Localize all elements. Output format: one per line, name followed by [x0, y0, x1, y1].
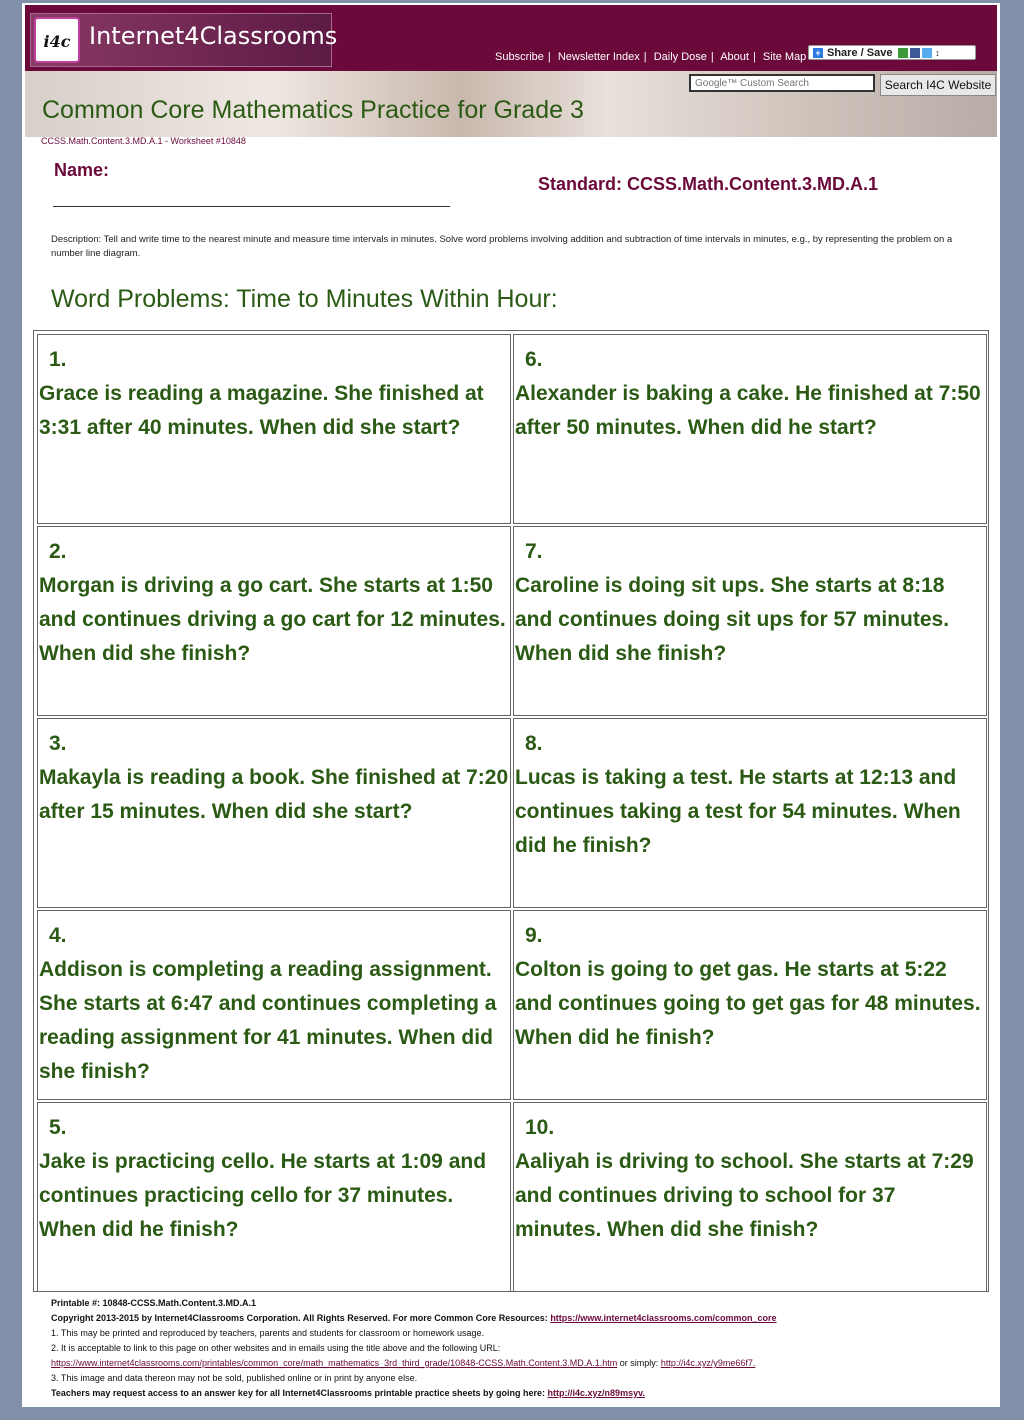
copyright-text: Copyright 2013-2015 by Internet4Classrooms Corporation. All Rights Reserved. For more Common Core Resources:	[51, 1313, 548, 1323]
breadcrumb: CCSS.Math.Content.3.MD.A.1 - Worksheet #10848	[41, 136, 246, 146]
problem-cell	[37, 1102, 511, 1292]
answer-key-link[interactable]: http://i4c.xyz/n89msyv.	[547, 1388, 645, 1398]
site-header	[25, 5, 997, 71]
problem-cell	[513, 718, 987, 908]
name-blank-line	[53, 206, 450, 207]
problem-text: Jake is practicing cello. He starts at 1:09 and continues practicing cello for 37 minutes. When did he finish?	[39, 1150, 487, 1241]
nav-separator: |	[752, 51, 756, 63]
nav-separator: |	[643, 51, 647, 63]
usage-line-3: 3. This image and data thereon may not be sold, published online or in print by anyone else.	[51, 1373, 418, 1383]
nav-daily-dose[interactable]: Daily Dose	[653, 51, 707, 63]
problem-text: Makayla is reading a book. She finished at 7:20 after 15 minutes. When did she start?	[39, 766, 509, 823]
problem-cell	[37, 910, 511, 1100]
problem-grid	[33, 330, 989, 1292]
problem-number: 10.	[525, 1116, 555, 1139]
description-text: Description: Tell and write time to the nearest minute and measure time intervals in minutes. Solve word problems involving addition and subtraction of time intervals in minutes, e.g., by representing the problem on a number line diagram.	[51, 234, 953, 259]
logo-badge-icon: i4c	[34, 17, 80, 63]
problem-number: 9.	[525, 924, 543, 947]
problem-text: Aaliyah is driving to school. She starts at 7:29 and continues driving to school for 37 minutes. When did she finish?	[515, 1150, 974, 1241]
usage-line-1: 1. This may be printed and reproduced by teachers, parents and students for classroom or homework usage.	[51, 1328, 485, 1338]
short-url-link[interactable]: http://i4c.xyz/y9me66f7.	[660, 1358, 756, 1368]
page-banner	[25, 71, 997, 137]
problem-cell	[513, 334, 987, 524]
section-title: Word Problems: Time to Minutes Within Hour:	[51, 285, 558, 313]
worksheet-page	[22, 3, 1000, 1407]
nav-subscribe[interactable]: Subscribe	[495, 51, 544, 63]
problem-text: Lucas is taking a test. He starts at 12:13 and continues taking a test for 54 minutes. When did he finish?	[515, 766, 961, 857]
problem-cell	[513, 526, 987, 716]
problem-cell	[37, 718, 511, 908]
problem-number: 7.	[525, 540, 543, 563]
nav-site-map[interactable]: Site Map	[762, 51, 807, 63]
problem-number: 4.	[49, 924, 67, 947]
page-title: Common Core Mathematics Practice for Grade 3	[42, 96, 584, 124]
nav-separator: |	[710, 51, 714, 63]
nav-newsletter-index[interactable]: Newsletter Index	[557, 51, 640, 63]
problem-text: Caroline is doing sit ups. She starts at 8:18 and continues doing sit ups for 57 minutes. When did she finish?	[515, 574, 950, 665]
problem-number: 6.	[525, 348, 543, 371]
problem-cell	[513, 1102, 987, 1292]
problem-cell	[513, 910, 987, 1100]
nav-separator: |	[547, 51, 551, 63]
problem-text: Grace is reading a magazine. She finished at 3:31 after 40 minutes. When did she start?	[39, 382, 484, 439]
chevron-updown-icon: ↕	[935, 48, 940, 59]
logo-text: Internet4Classrooms	[89, 22, 338, 50]
custom-search-input[interactable]	[689, 74, 875, 92]
problem-number: 3.	[49, 732, 67, 755]
printable-number: Printable #: 10848-CCSS.Math.Content.3.MD.A.1	[51, 1298, 257, 1308]
name-label: Name:	[54, 160, 110, 180]
problem-number: 8.	[525, 732, 543, 755]
common-core-link[interactable]: https://www.internet4classrooms.com/common_core	[550, 1313, 777, 1323]
facebook-icon	[910, 48, 920, 58]
nav-about[interactable]: About	[720, 51, 749, 63]
standard-label: Standard: CCSS.Math.Content.3.MD.A.1	[538, 174, 879, 194]
share-save-button[interactable]	[808, 45, 976, 60]
share-label: Share / Save	[827, 47, 893, 59]
usage-line-2: 2. It is acceptable to link to this page on other websites and in emails using the title above and the following URL:	[51, 1343, 501, 1353]
site-logo[interactable]	[30, 13, 338, 67]
problem-text: Morgan is driving a go cart. She starts at 1:50 and continues driving a go cart for 12 minutes. When did she finish?	[39, 574, 506, 665]
twitter-icon	[922, 48, 932, 58]
problem-number: 1.	[49, 348, 67, 371]
problem-cell	[37, 526, 511, 716]
plus-icon: +	[813, 48, 823, 58]
problem-number: 5.	[49, 1116, 67, 1139]
share-icon	[898, 48, 908, 58]
or-simply-text: or simply:	[619, 1358, 659, 1368]
problem-cell	[37, 334, 511, 524]
problem-text: Alexander is baking a cake. He finished at 7:50 after 50 minutes. When did he start?	[515, 382, 981, 439]
problem-text: Addison is completing a reading assignment. She starts at 6:47 and continues completing a reading assignment for 41 minutes. When did she finish?	[39, 958, 497, 1083]
answer-key-text: Teachers may request access to an answer key for all Internet4Classrooms printable practice sheets by going here:	[51, 1388, 546, 1398]
footer	[51, 1296, 981, 1401]
problem-text: Colton is going to get gas. He starts at 5:22 and continues going to get gas for 48 minutes. When did he finish?	[515, 958, 981, 1049]
problem-number: 2.	[49, 540, 67, 563]
search-button[interactable]: Search I4C Website	[880, 74, 996, 96]
top-navigation	[495, 51, 806, 63]
worksheet-url-link[interactable]: https://www.internet4classrooms.com/printables/common_core/math_mathematics_3rd_third_grade/10848-CCSS.Math.Content.3.MD.A.1.htm	[51, 1358, 618, 1368]
